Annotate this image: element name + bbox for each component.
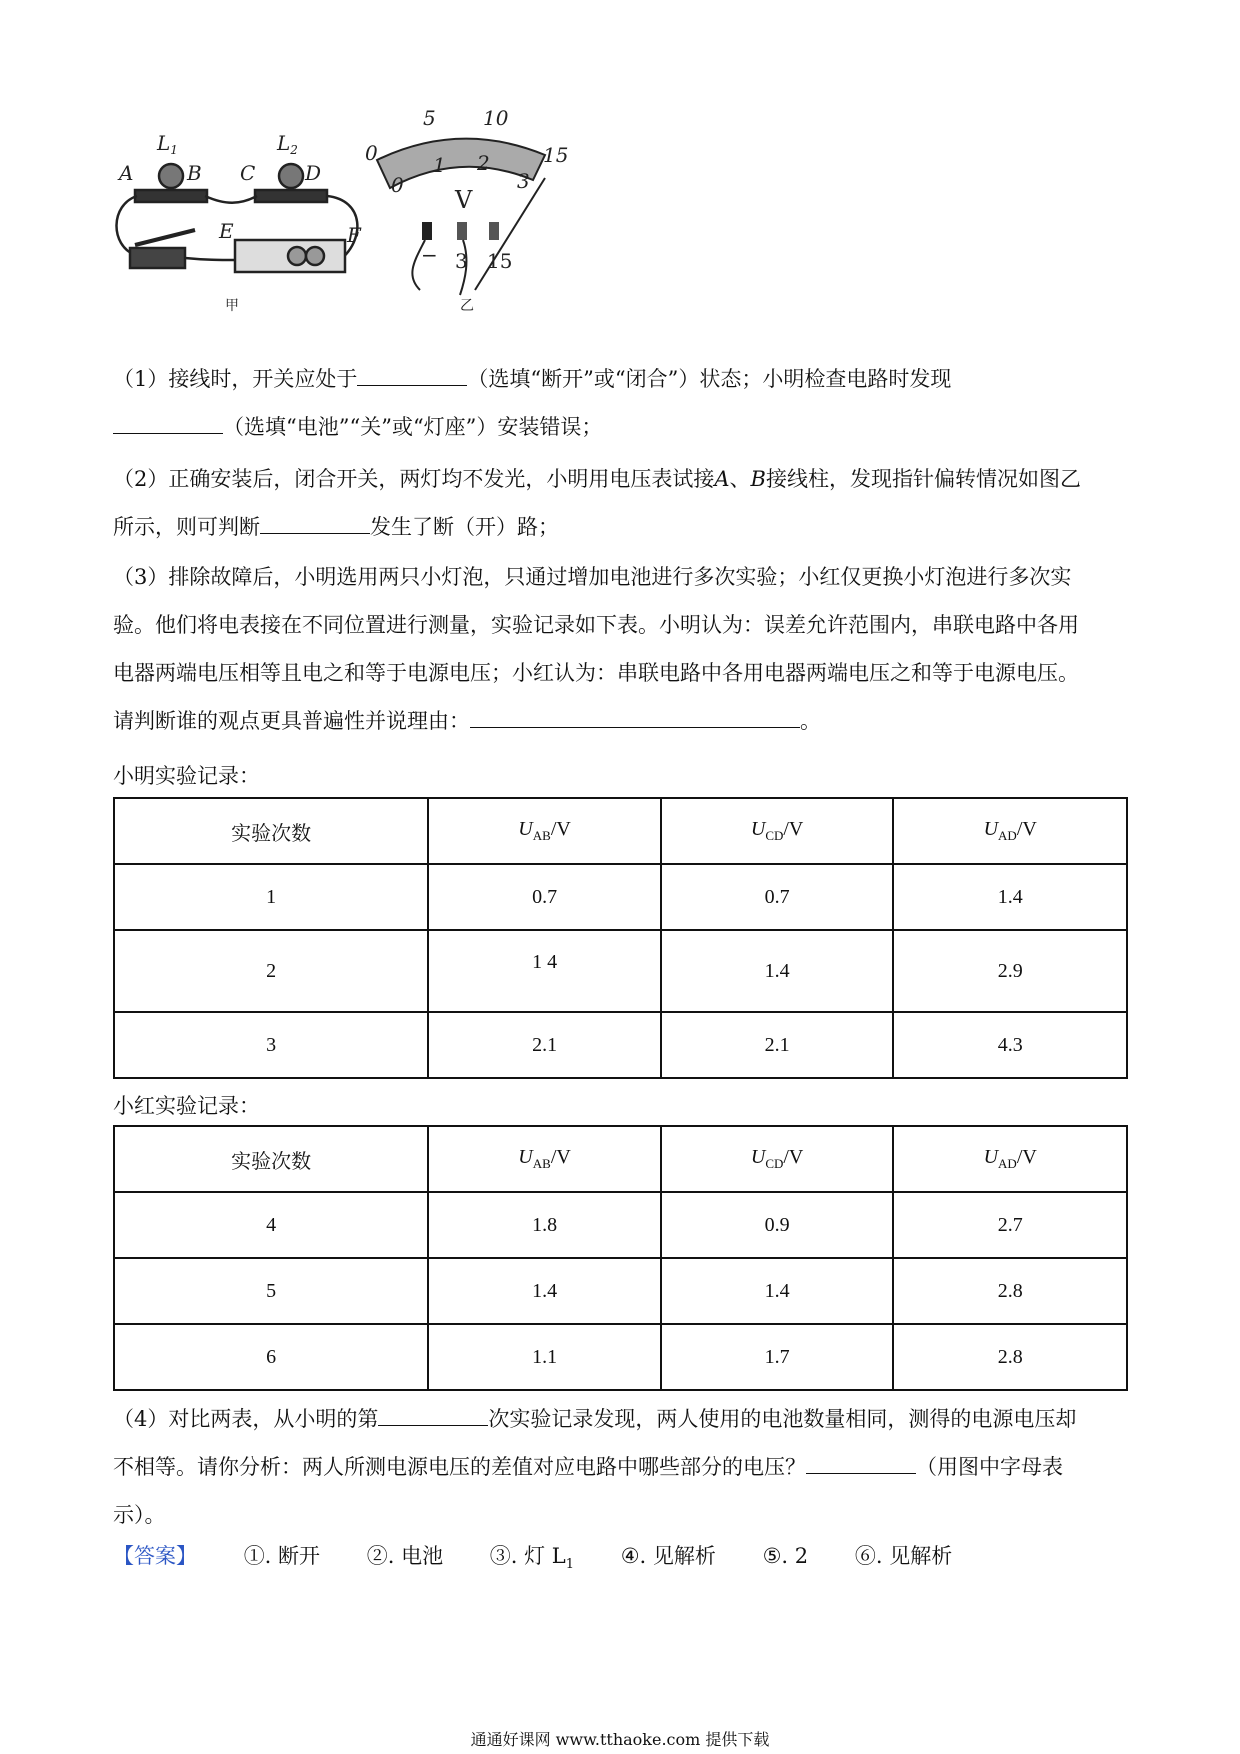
q3-end: 。 (800, 709, 821, 733)
point-a-label: A (119, 161, 134, 185)
table-cell: 4.3 (893, 1012, 1127, 1078)
q3-line-2: 验。他们将电表接在不同位置进行测量，实验记录如下表。小明认为：误差允许范围内，串联电路中各用 (113, 613, 1079, 637)
q2-sep: 、 (729, 467, 751, 491)
q3-blank (470, 701, 800, 728)
terminal-3-label: 3 (455, 249, 468, 273)
q4-text-b: 次实验记录发现，两人使用的电池数量相同，测得的电源电压却 (488, 1407, 1077, 1431)
point-e-label: E (219, 219, 234, 243)
table-row (114, 1192, 1127, 1258)
table-cell: 4 (114, 1192, 428, 1258)
point-b-label: B (187, 161, 202, 185)
bottom-scale-3: 3 (517, 169, 530, 193)
q2-point-a: A (714, 467, 730, 491)
q1-text-a: （1）接线时，开关应处于 (113, 367, 358, 391)
terminal-neg (422, 222, 432, 240)
switch-lever (135, 230, 195, 245)
table-header-row (114, 1126, 1127, 1192)
top-scale-10: 10 (483, 110, 509, 130)
bottom-scale-2: 2 (477, 151, 490, 175)
question-2 (113, 455, 1133, 551)
answer-item-6: ⑥. 见解析 (854, 1544, 953, 1568)
page-footer: 通通好课网 www.tthaoke.com 提供下载 (470, 1730, 770, 1749)
lamp1-label: $L_1$ (157, 131, 178, 157)
table-row (114, 1324, 1127, 1390)
q2-text-d: 发生了断（开）路； (370, 515, 559, 539)
answer-item-2: ②. 电池 (366, 1544, 444, 1568)
q4-text-e: 示）。 (113, 1503, 166, 1527)
table-cell: 1.4 (893, 864, 1127, 930)
terminal-3 (457, 222, 467, 240)
q3-line-1: （3）排除故障后，小明选用两只小灯泡，只通过增加电池进行多次实验；小红仅更换小灯泡进行多次实 (113, 565, 1072, 589)
q3-line-4: 请判断谁的观点更具普遍性并说理由： (113, 709, 470, 733)
point-f-label: F (347, 223, 361, 247)
header-uad: $U_{AD}/V$ (893, 798, 1127, 864)
wire-bc (205, 196, 257, 203)
lamp2-base (255, 190, 327, 202)
table-cell: 6 (114, 1324, 428, 1390)
table-cell: 1.8 (428, 1192, 661, 1258)
table-cell: 2.1 (428, 1012, 661, 1078)
answer-item-4: ④. 见解析 (620, 1544, 716, 1568)
table-header-row (114, 798, 1127, 864)
q1-blank-2 (113, 407, 223, 434)
table-row (114, 1012, 1127, 1078)
lamp1-base (135, 190, 207, 202)
lamp1-bulb (159, 164, 183, 188)
header-uab: $U_{AB}/V$ (428, 798, 661, 864)
question-1 (113, 355, 1133, 451)
answer-item-3: ③. 灯 $L_1$ (489, 1544, 575, 1573)
table-cell: 1.4 (661, 930, 894, 1012)
header-ucd: $U_{CD}/V$ (661, 798, 894, 864)
question-4 (113, 1395, 1133, 1539)
table-cell: 2.7 (893, 1192, 1127, 1258)
terminal-neg-label: − (421, 243, 438, 267)
header-uab: $U_{AB}/V$ (428, 1126, 661, 1192)
bottom-scale-0: 0 (391, 173, 404, 197)
q4-text-c: 不相等。请你分析：两人所测电源电压的差值对应电路中哪些部分的电压？ (113, 1455, 806, 1479)
xiaohong-table (113, 1125, 1128, 1391)
header-count: 实验次数 (114, 798, 428, 864)
answer-item-5: ⑤. 2 (762, 1544, 809, 1568)
switch-base (130, 248, 185, 268)
point-c-label: C (240, 161, 256, 185)
q4-text-a: （4）对比两表，从小明的第 (113, 1407, 379, 1431)
table-cell: 3 (114, 1012, 428, 1078)
header-ucd: $U_{CD}/V$ (661, 1126, 894, 1192)
top-scale-0: 0 (365, 141, 378, 165)
table-cell: 0.7 (428, 864, 661, 930)
table-cell: 2.8 (893, 1258, 1127, 1324)
table-cell: 1.7 (661, 1324, 894, 1390)
bottom-scale-1: 1 (433, 153, 446, 177)
meter-caption: 乙 (460, 298, 474, 314)
battery-cell-1 (288, 247, 306, 265)
answer-tag: 【答案】 (113, 1544, 197, 1568)
table-cell: 0.9 (661, 1192, 894, 1258)
wire-switch-battery (185, 258, 237, 260)
answer-item-1: ①. 断开 (243, 1544, 321, 1568)
table-cell: 1.4 (661, 1258, 894, 1324)
wire-left (116, 196, 137, 255)
circuit-and-voltmeter-figure (115, 110, 675, 350)
xiaoming-table (113, 797, 1128, 1079)
table-cell: 5 (114, 1258, 428, 1324)
q2-blank (260, 507, 370, 534)
meter-needle (475, 178, 545, 290)
xiaohong-table-caption: 小红实验记录： (113, 1094, 260, 1118)
header-uad: $U_{AD}/V$ (893, 1126, 1127, 1192)
q1-blank-1 (357, 359, 467, 386)
table-cell: 0.7 (661, 864, 894, 930)
table-cell: 2 (114, 930, 428, 1012)
header-count: 实验次数 (114, 1126, 428, 1192)
table-cell: 2.9 (893, 930, 1127, 1012)
table-cell: 1 (114, 864, 428, 930)
lamp2-bulb (279, 164, 303, 188)
table-row (114, 1258, 1127, 1324)
table-cell: 2.1 (661, 1012, 894, 1078)
battery-cell-2 (306, 247, 324, 265)
top-scale-15: 15 (543, 143, 569, 167)
q4-blank-2 (806, 1447, 916, 1474)
top-scale-5: 5 (423, 110, 436, 130)
q1-text-b: （选填“断开”或“闭合”）状态；小明检查电路时发现 (467, 367, 952, 391)
xiaoming-table-caption: 小明实验记录： (113, 764, 260, 788)
q2-text-a: （2）正确安装后，闭合开关，两灯均不发光，小明用电压表试接 (113, 467, 715, 491)
table-cell: 1 4 (428, 930, 661, 1012)
q4-text-d: （用图中字母表 (916, 1455, 1063, 1479)
answer-line (113, 1540, 992, 1572)
table-cell: 1.4 (428, 1258, 661, 1324)
q2-text-c: 所示，则可判断 (113, 515, 260, 539)
voltmeter (365, 110, 568, 314)
table-row (114, 864, 1127, 930)
point-d-label: D (305, 161, 322, 185)
table-row (114, 930, 1127, 1012)
circuit-diagram (116, 164, 357, 272)
q2-text-b: 接线柱，发现指针偏转情况如图乙 (765, 467, 1081, 491)
lamp2-label: $L_2$ (277, 131, 298, 157)
meter-symbol: V (455, 186, 473, 214)
terminal-15-label: 15 (487, 249, 513, 273)
q3-line-3: 电器两端电压相等且电之和等于电源电压；小红认为：串联电路中各用电器两端电压之和等于电源电压。 (113, 661, 1079, 685)
table-cell: 1.1 (428, 1324, 661, 1390)
question-3 (113, 553, 1133, 745)
q1-text-c: （选填“电池”“关”或“灯座”）安装错误； (223, 415, 603, 439)
q2-point-b: B (750, 467, 766, 491)
terminal-15 (489, 222, 499, 240)
circuit-caption: 甲 (225, 298, 239, 314)
q4-blank-1 (378, 1399, 488, 1426)
table-cell: 2.8 (893, 1324, 1127, 1390)
